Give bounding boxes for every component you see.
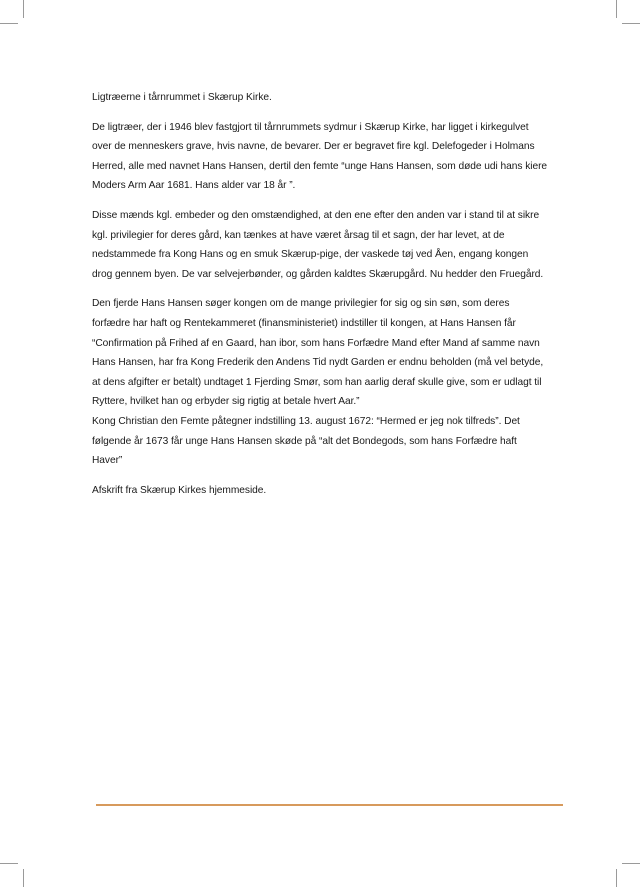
paragraph-4: Kong Christian den Femte påtegner indstilling 13. august 1672: “Hermed er jeg nok tilfreds”. Det følgende år 1673 får unge Hans Hansen skøde på “alt det Bondegods, som hans Forfædre haft Haver” [92, 415, 520, 467]
document-title: Ligtræerne i tårnrummet i Skærup Kirke. [92, 92, 272, 103]
document-body [92, 88, 548, 510]
crop-mark-top-right-vertical [616, 0, 617, 18]
crop-mark-top-left-horizontal [0, 23, 18, 24]
crop-mark-bottom-right-horizontal [622, 863, 640, 864]
paragraph-3: Den fjerde Hans Hansen søger kongen om de mange privilegier for sig og sin søn, som deres forfædre har haft og Rentekammeret (finansministeriet) indstiller til kongen, at Hans Hansen får “Confirmation på Frihed af en Gaard, han ibor, som hans Forfædre Mand efter Mand af samme navn Hans Hansen, har fra Kong Frederik den Andens Tid nydt Garden er endnu beholden (må vel betyde, at dens afgifter er betalt) undtaget 1 Fjerding Smør, som han aarlig deraf skulle give, som er udlagt til Ryttere, hvilket han og erbyder sig rigtig at betale hvert Aar.” [92, 298, 544, 408]
crop-mark-top-right-horizontal [622, 23, 640, 24]
source-note: Afskrift fra Skærup Kirkes hjemmeside. [92, 484, 267, 496]
footer-rule [96, 804, 563, 806]
crop-mark-bottom-left-vertical [23, 869, 24, 887]
paragraph-2: Disse mænds kgl. embeder og den omstændighed, at den ene efter den anden var i stand til at sikre kgl. privilegier for deres gård, kan tænkes at have været årsag til et sagn, der har levet, at de nedstammede fra Kong Hans og en smuk Skærup-pige, der vaskede tøj ved Åen, engang kongen drog gennem byen. De var selvejerbønder, og gården kaldtes Skærupgård. Nu hedder den Fruegård. [92, 209, 544, 280]
crop-mark-top-left-vertical [23, 0, 24, 18]
paragraph-1: De ligtræer, der i 1946 blev fastgjort til tårnrummets sydmur i Skærup Kirke, har ligget i kirkegulvet over de menneskers grave, hvis navne, de bevarer. Der er begravet fire kgl. Delefogeder i Holmans Herred, alle med navnet Hans Hansen, dertil den femte “unge Hans Hansen, som døde udi hans kiere Moders Arm Aar 1681. Hans alder var 18 år ”. [92, 121, 548, 192]
crop-mark-bottom-right-vertical [616, 869, 617, 887]
crop-mark-bottom-left-horizontal [0, 863, 18, 864]
